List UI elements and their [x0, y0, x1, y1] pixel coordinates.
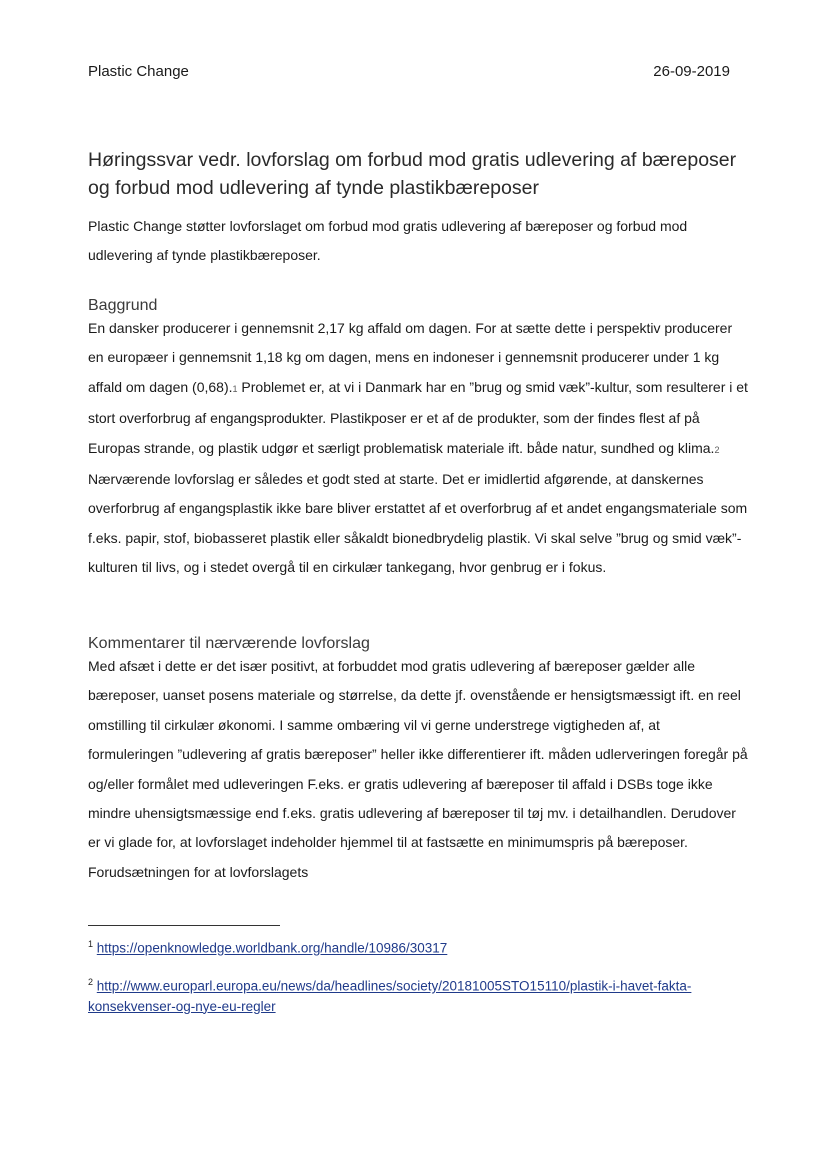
document-title: Høringssvar vedr. lovforslag om forbud mod gratis udlevering af bæreposer og forbud mod udlevering af tynde plastikbæreposer — [88, 149, 737, 199]
footnote-ref-1[interactable]: 1 — [232, 383, 238, 394]
baggrund-paragraph — [88, 314, 748, 583]
baggrund-text-part-1: En dansker producerer i gennemsnit 2,17 kg affald om dagen. For at sætte dette i perspektiv producerer en europæer i gennemsnit 1,18 kg om dagen, mens en indoneser i gennemsnit producerer under 1 kg affald om dagen (0,68). — [88, 320, 733, 395]
kommentarer-paragraph: Med afsæt i dette er det især positivt, at forbuddet mod gratis udlevering af bæreposer gælder alle bæreposer, uanset posens materiale og størrelse, da dette jf. ovenstående er hensigtsmæssigt ift. en reel omstilling til cirkulær økonomi. I samme ombæring vil vi gerne understrege vigtigheden af, at formuleringen ”udlevering af gratis bæreposer” heller ikke differentierer ift. måden udlerveringen foregår på og/eller formålet med udleveringen F.eks. er gratis udlevering af bæreposer til affald i DSBs toge ikke mindre uhensigtsmæssige end f.eks. gratis udlevering af bæreposer til tøj mv. i detailhandlen. Derudover er vi glade for, at lovforslaget indeholder hjemmel til at fastsætte en minimumspris på bæreposer. Forudsætningen for at lovforslagets — [88, 658, 748, 880]
footnote-1-number: 1 — [88, 939, 94, 949]
header-date: 26-09-2019 — [653, 63, 730, 80]
footnote-ref-2[interactable]: 2 — [714, 444, 720, 455]
footnote-1-link[interactable]: https://openknowledge.worldbank.org/handle/10986/30317 — [96, 940, 448, 956]
intro-paragraph: Plastic Change støtter lovforslaget om forbud mod gratis udlevering af bæreposer og forbud mod udlevering af tynde plastikbæreposer. — [88, 218, 688, 264]
header-organization: Plastic Change — [88, 63, 189, 80]
section-heading-kommentarer: Kommentarer til nærværende lovforslag — [88, 635, 370, 652]
baggrund-text-part-3: Nærværende lovforslag er således et godt sted at starte. Det er imidlertid afgørende, at danskernes overforbrug af engangsplastik ikke bare bliver erstattet af et overforbrug af et andet engangsmateriale som f.eks. papir, stof, biobasseret plastik eller såkaldt bionedbrydelig plastik. Vi skal selve ”brug og smid væk”-kulturen til livs, og i stedet overgå til en cirkulær tankegang, hvor genbrug er i fokus. — [88, 471, 748, 576]
footnote-2-number: 2 — [88, 977, 94, 987]
baggrund-text-part-2: Problemet er, at vi i Danmark har en ”brug og smid væk”-kultur, som resulterer i et stort overforbrug af engangsprodukter. Plastikposer er et af de produkter, som der findes flest af på Europas strande, og plastik udgør et særligt problematisk materiale ift. både natur, sundhed og klima. — [88, 378, 748, 456]
footnote-1 — [88, 934, 748, 959]
section-heading-baggrund: Baggrund — [88, 297, 158, 314]
footnote-divider — [88, 925, 280, 926]
footnote-2-link[interactable]: http://www.europarl.europa.eu/news/da/headlines/society/20181005STO15110/plastik-i-havet-fakta-konsekvenser-og-nye-eu-regler — [88, 978, 692, 1014]
footnote-2 — [88, 972, 748, 1017]
